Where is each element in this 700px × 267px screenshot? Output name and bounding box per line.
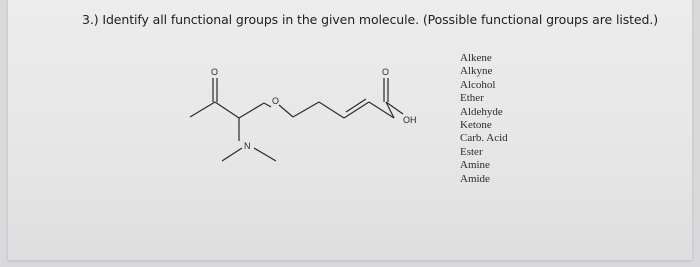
atom-acid-oxygen: O bbox=[382, 67, 390, 77]
atom-ether-oxygen: O bbox=[272, 96, 280, 106]
option-ether: Ether bbox=[460, 92, 484, 105]
atom-hydroxyl: OH bbox=[403, 115, 417, 125]
bond-ch2-ch2 bbox=[293, 102, 319, 117]
bond-c-ch bbox=[215, 102, 239, 118]
bond-o-ch2 bbox=[279, 105, 293, 117]
bond-ch-ch2 bbox=[239, 103, 264, 118]
molecule-structure bbox=[8, 0, 692, 260]
bond-n-methyl-left bbox=[222, 148, 242, 161]
bond-ch2-alkene bbox=[319, 102, 344, 118]
worksheet-page bbox=[8, 0, 692, 260]
atom-ketone-oxygen: O bbox=[211, 67, 219, 77]
option-alkene: Alkene bbox=[460, 52, 492, 64]
option-ketone: Ketone bbox=[460, 119, 492, 132]
option-alcohol: Alcohol bbox=[460, 78, 496, 91]
option-alkyne: Alkyne bbox=[460, 65, 493, 78]
functional-group-list bbox=[460, 52, 508, 186]
bond-ch2-o bbox=[264, 103, 271, 107]
question-text: 3.) Identify all functional groups in the given molecule. (Possible functional groups are listed.) bbox=[82, 12, 658, 27]
option-carboxylic-acid: Carb. Acid bbox=[460, 132, 508, 145]
bond-methyl bbox=[190, 102, 215, 117]
option-ester: Ester bbox=[460, 145, 483, 158]
option-amide: Amide bbox=[460, 172, 490, 185]
atom-nitrogen: N bbox=[244, 141, 251, 151]
option-amine: Amine bbox=[460, 159, 490, 172]
bond-n-methyl-right bbox=[254, 148, 276, 161]
option-aldehyde: Aldehyde bbox=[460, 105, 503, 118]
bond-alkene-a bbox=[344, 102, 369, 118]
